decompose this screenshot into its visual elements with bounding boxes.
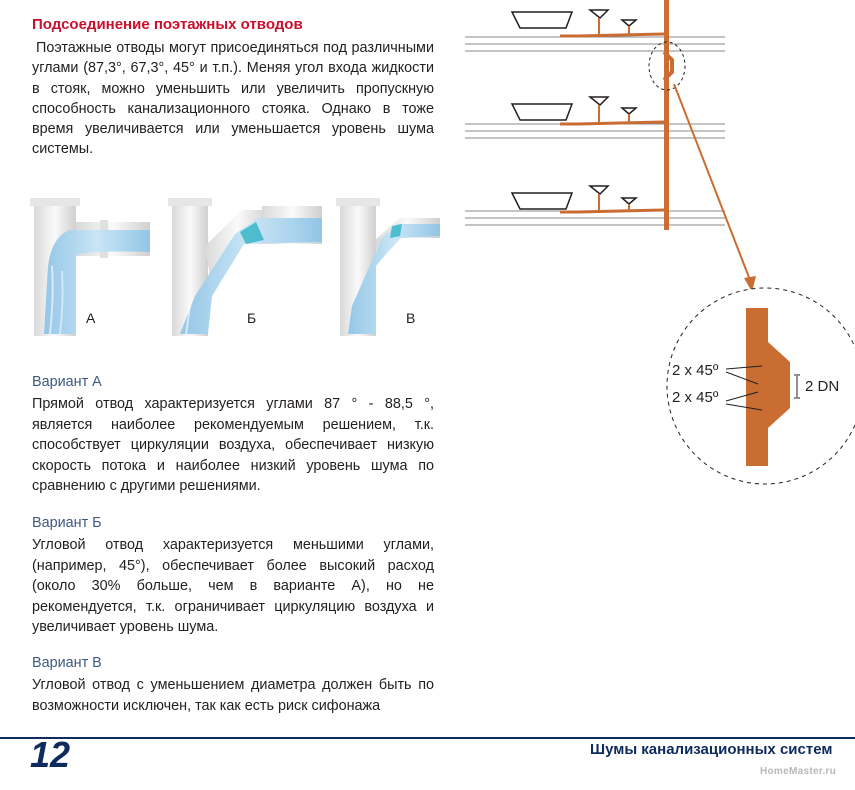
- riser-scheme: [460, 0, 855, 500]
- floor-1-fixtures: [512, 10, 664, 36]
- floor-3-fixtures: [512, 186, 664, 212]
- variant-a-text: Прямой отвод характеризуется углами 87 ° - 88,5 °, является наиболее рекомендуемым решением, т.к. способствует циркуляции воздуха, обеспечивает низкую скорость потока и наиболее низкий уровень шума по сравнению с другими решениями.: [32, 396, 434, 494]
- intro-paragraph: Поэтажные отводы могут присоединяться под различными углами (87,3°, 67,3°, 45° и т.п.). Меняя угол входа жидкости в стояк, можно уменьшить или увеличить пропускную способность канализационного стояка. Однако в тоже время увеличивается или уменьшается уровень шума системы.: [32, 40, 434, 158]
- variant-v-heading: Вариант В: [32, 655, 102, 671]
- photo-label-b: Б: [247, 310, 257, 326]
- angle-label-upper: 2 x 45º: [672, 362, 719, 379]
- footer-rule: [0, 737, 855, 739]
- variant-b-text: Угловой отвод характеризуется меньшими углами, (например, 45°), обеспечивает более высокий расход (около 30% больше, чем в варианте А), но не рекомендуется, т.к. ограничивает циркуляцию воздуха и увеличивает уровень шума.: [32, 537, 434, 635]
- variant-a-heading: Вариант А: [32, 374, 102, 390]
- riser-pipe: [664, 0, 669, 230]
- variant-v-text: Угловой отвод с уменьшением диаметра должен быть по возможности исключен, так как есть риск сифонажа: [32, 677, 434, 714]
- photo-variant-b: [168, 198, 322, 336]
- photo-variant-v: [336, 198, 440, 336]
- floor-slabs: [465, 37, 725, 225]
- dn-label: 2 DN: [805, 378, 840, 395]
- floor-2-fixtures: [512, 97, 664, 124]
- watermark: HomeMaster.ru: [760, 766, 837, 777]
- photo-label-v: В: [406, 310, 416, 326]
- photo-label-a: А: [86, 310, 96, 326]
- detail-pointer-arrow: [674, 84, 750, 280]
- page-number: 12: [30, 734, 71, 775]
- footer-title: Шумы канализационных систем: [590, 741, 833, 758]
- angle-label-lower: 2 x 45º: [672, 389, 719, 406]
- section-title: Подсоединение поэтажных отводов: [32, 16, 303, 33]
- variant-b-heading: Вариант Б: [32, 515, 102, 531]
